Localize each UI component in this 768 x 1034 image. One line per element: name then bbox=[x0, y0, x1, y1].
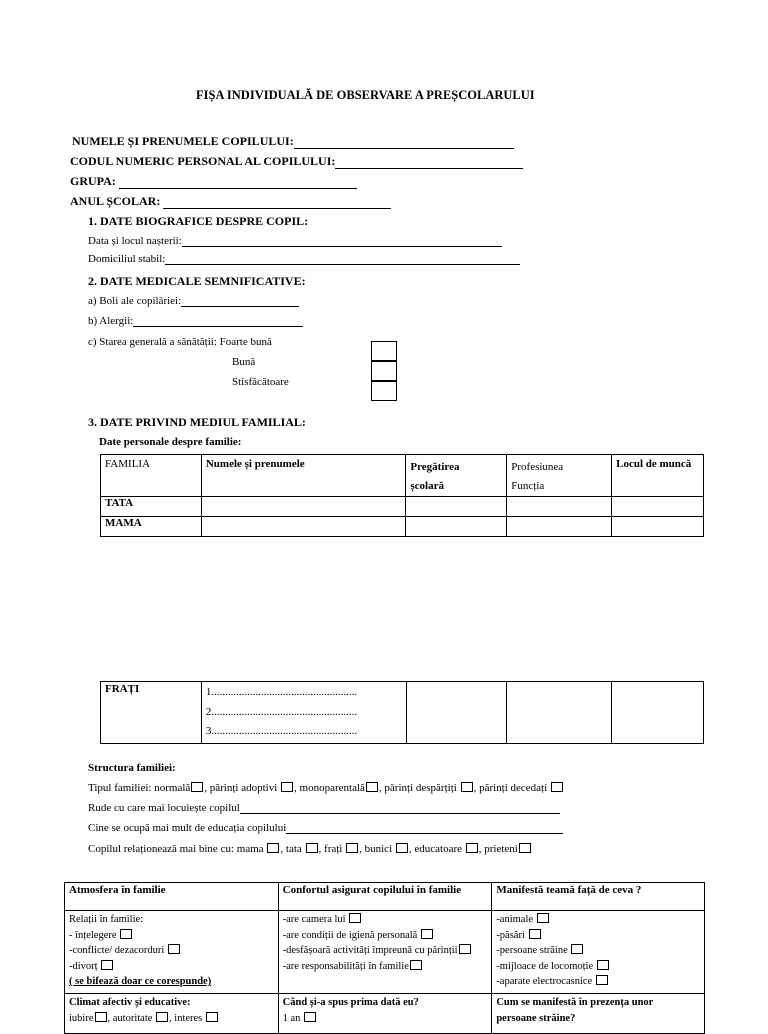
siblings-workplace-cell[interactable] bbox=[612, 682, 704, 744]
relates-educator-label: , educatoare bbox=[408, 843, 465, 855]
family-type-deceased-label: , părinți decedați bbox=[473, 782, 550, 794]
mother-profession-cell[interactable] bbox=[507, 517, 612, 537]
comfort-room-label: -are camera lui bbox=[282, 914, 349, 925]
row-siblings-label: FRAȚI bbox=[101, 682, 202, 744]
educator-label: Cine se ocupă mai mult de educația copilului bbox=[88, 822, 287, 834]
siblings-profession-cell[interactable] bbox=[507, 682, 612, 744]
father-profession-cell[interactable] bbox=[507, 497, 612, 517]
row-father-label: TATA bbox=[101, 497, 202, 517]
siblings-education-cell[interactable] bbox=[406, 682, 507, 744]
relates-mother-label: mama bbox=[236, 843, 267, 855]
fear-appliances-checkbox[interactable] bbox=[596, 975, 608, 985]
family-type-single-parent-label: , monoparentală bbox=[294, 782, 365, 794]
relates-friends-checkbox[interactable] bbox=[519, 843, 531, 853]
relations-understanding-checkbox[interactable] bbox=[120, 929, 132, 939]
first-i-cell bbox=[278, 994, 492, 1034]
strangers-behavior-heading: Cum se manifestă în prezența unor bbox=[496, 997, 654, 1008]
col-header-education-line2: școlară bbox=[410, 480, 444, 492]
climate-header: Atmosfera în familie bbox=[65, 883, 279, 911]
comfort-activities-label: -desfășoară activități împreună cu părinții bbox=[282, 945, 458, 956]
family-table bbox=[100, 454, 704, 537]
siblings-names-cell[interactable] bbox=[201, 682, 406, 744]
strangers-behavior-cell bbox=[492, 994, 705, 1034]
fear-vehicles-label: -mijloace de locomoție bbox=[496, 960, 596, 972]
family-type-normal-checkbox[interactable] bbox=[191, 782, 203, 792]
family-structure-heading: Structura familiei: bbox=[88, 762, 176, 774]
relates-father-label: , tata bbox=[280, 843, 305, 855]
family-type-separated-label: , părinți despărțiți bbox=[378, 782, 460, 794]
affective-climate-cell bbox=[65, 994, 279, 1034]
birth-label: Data și locul nașterii: bbox=[88, 235, 182, 247]
domicile-field[interactable] bbox=[88, 253, 520, 265]
col-header-workplace: Locul de muncă bbox=[612, 455, 704, 497]
birth-field[interactable] bbox=[88, 235, 502, 247]
child-name-field[interactable] bbox=[72, 134, 514, 149]
page-title: FIȘA INDIVIDUALĂ DE OBSERVARE A PREȘCOLARULUI bbox=[196, 88, 535, 102]
comfort-header: Confortul asigurat copilului în familie bbox=[278, 883, 492, 911]
col-header-profession-line2: Funcția bbox=[511, 480, 545, 492]
cnp-field[interactable] bbox=[70, 154, 523, 169]
health-good-label: Bună bbox=[232, 356, 256, 368]
educator-field[interactable] bbox=[88, 822, 563, 834]
relations-cell bbox=[65, 911, 279, 994]
health-state-label: c) Starea generală a sănătății: Foarte bună bbox=[88, 336, 272, 348]
diseases-field[interactable] bbox=[88, 295, 299, 307]
comfort-room-checkbox[interactable] bbox=[349, 913, 361, 923]
allergies-label: b) Alergii: bbox=[88, 315, 134, 327]
health-good-checkbox[interactable] bbox=[371, 361, 397, 381]
comfort-hygiene-checkbox[interactable] bbox=[421, 929, 433, 939]
fear-birds-checkbox[interactable] bbox=[529, 929, 541, 939]
mother-education-cell[interactable] bbox=[406, 517, 507, 537]
relates-grandparents-label: , bunici bbox=[359, 843, 395, 855]
diseases-label: a) Boli ale copilăriei: bbox=[88, 295, 182, 307]
relates-educator-checkbox[interactable] bbox=[466, 843, 478, 853]
fear-birds-label: -păsări bbox=[496, 929, 528, 941]
siblings-table bbox=[100, 681, 704, 744]
family-type-single-parent-checkbox[interactable] bbox=[366, 782, 378, 792]
family-type-separated-checkbox[interactable] bbox=[461, 782, 473, 792]
fear-header: Manifestă teamă față de ceva ? bbox=[492, 883, 705, 911]
affective-authority-checkbox[interactable] bbox=[156, 1012, 168, 1022]
col-header-education-line1: Pregătirea bbox=[410, 461, 460, 473]
group-field[interactable] bbox=[70, 174, 357, 189]
section2-heading: 2. DATE MEDICALE SEMNIFICATIVE: bbox=[88, 274, 306, 288]
domicile-label: Domiciliul stabil: bbox=[88, 253, 166, 265]
first-i-1year-checkbox[interactable] bbox=[304, 1012, 316, 1022]
family-type-adoptive-label: , părinți adoptivi bbox=[204, 782, 281, 794]
family-climate-table bbox=[64, 882, 705, 1034]
family-type-normal-label: normală bbox=[154, 782, 191, 794]
fear-animals-label: -animale bbox=[496, 914, 536, 925]
fear-strangers-checkbox[interactable] bbox=[571, 944, 583, 954]
section1-heading: 1. DATE BIOGRAFICE DESPRE COPIL: bbox=[88, 214, 309, 228]
relates-mother-checkbox[interactable] bbox=[267, 843, 279, 853]
affective-interest-checkbox[interactable] bbox=[206, 1012, 218, 1022]
relations-divorce-checkbox[interactable] bbox=[101, 960, 113, 970]
father-name-cell[interactable] bbox=[201, 497, 406, 517]
family-type-row bbox=[88, 782, 564, 794]
col-header-education bbox=[406, 455, 507, 497]
family-data-subheading: Date personale despre familie: bbox=[99, 436, 242, 448]
relatives-label: Rude cu care mai locuiește copilul bbox=[88, 802, 240, 814]
family-type-label: Tipul familiei: bbox=[88, 782, 152, 794]
fear-animals-checkbox[interactable] bbox=[537, 913, 549, 923]
col-header-family: FAMILIA bbox=[101, 455, 202, 497]
col-header-profession bbox=[507, 455, 612, 497]
relations-note: ( se bifează doar ce corespunde) bbox=[69, 976, 212, 987]
school-year-field[interactable] bbox=[70, 194, 391, 209]
relates-siblings-label: , frați bbox=[318, 843, 346, 855]
relates-friends-label: , prieteni bbox=[478, 843, 518, 855]
fear-strangers-label: -persoane străine bbox=[496, 945, 571, 956]
relates-grandparents-checkbox[interactable] bbox=[396, 843, 408, 853]
comfort-cell bbox=[278, 911, 492, 994]
relations-divorce-label: -divorț bbox=[69, 960, 101, 972]
group-label: GRUPA: bbox=[70, 174, 116, 188]
comfort-responsibilities-label: -are responsabilități în familie bbox=[282, 960, 409, 972]
father-education-cell[interactable] bbox=[406, 497, 507, 517]
relations-conflict-label: -conflicte/ dezacorduri bbox=[69, 945, 167, 956]
family-type-adoptive-checkbox[interactable] bbox=[281, 782, 293, 792]
sibling-line-1: 1..................................................... bbox=[205, 686, 358, 698]
relatives-field[interactable] bbox=[88, 802, 560, 814]
first-i-heading: Când și-a spus prima dată eu? bbox=[282, 997, 419, 1008]
school-year-label: ANUL ȘCOLAR: bbox=[70, 194, 161, 208]
comfort-responsibilities-checkbox[interactable] bbox=[410, 960, 422, 970]
allergies-field[interactable] bbox=[88, 315, 303, 327]
affective-authority-label: , autoritate bbox=[107, 1012, 156, 1024]
affective-love-label: iubire bbox=[69, 1012, 94, 1024]
relates-row bbox=[88, 843, 532, 855]
mother-name-cell[interactable] bbox=[201, 517, 406, 537]
child-name-label: NUMELE ȘI PRENUMELE COPILULUI: bbox=[72, 134, 294, 148]
row-mother-label: MAMA bbox=[101, 517, 202, 537]
affective-climate-heading: Climat afectiv și educative: bbox=[69, 997, 191, 1008]
first-i-1year-label: 1 an bbox=[282, 1012, 304, 1024]
relates-father-checkbox[interactable] bbox=[306, 843, 318, 853]
section3-heading: 3. DATE PRIVIND MEDIUL FAMILIAL: bbox=[88, 415, 306, 429]
cnp-label: CODUL NUMERIC PERSONAL AL COPILULUI: bbox=[70, 154, 336, 168]
relates-label: Copilul relaționează mai bine cu: bbox=[88, 843, 237, 855]
mother-workplace-cell[interactable] bbox=[612, 517, 704, 537]
affective-love-checkbox[interactable] bbox=[95, 1012, 107, 1022]
relations-conflict-checkbox[interactable] bbox=[168, 944, 180, 954]
family-type-deceased-checkbox[interactable] bbox=[551, 782, 563, 792]
strangers-behavior-heading-2: persoane străine? bbox=[496, 1012, 576, 1024]
relates-siblings-checkbox[interactable] bbox=[346, 843, 358, 853]
father-workplace-cell[interactable] bbox=[612, 497, 704, 517]
health-satisfactory-label: Stisfăcătoare bbox=[232, 376, 289, 388]
sibling-line-2: 2..................................................... bbox=[205, 705, 358, 718]
fear-vehicles-checkbox[interactable] bbox=[597, 960, 609, 970]
comfort-hygiene-label: -are condiții de igienă personală bbox=[282, 929, 420, 941]
fear-cell bbox=[492, 911, 705, 994]
sibling-line-3: 3..................................................... bbox=[205, 725, 358, 737]
health-satisfactory-checkbox[interactable] bbox=[371, 381, 397, 401]
relations-label: Relații în familie: bbox=[69, 914, 144, 925]
fear-appliances-label: -aparate electrocasnice bbox=[496, 976, 595, 987]
affective-interest-label: , interes bbox=[169, 1012, 205, 1024]
col-header-profession-line1: Profesiunea bbox=[511, 461, 564, 473]
col-header-name: Numele și prenumele bbox=[201, 455, 406, 497]
relations-understanding-label: - înțelegere bbox=[69, 929, 120, 941]
comfort-activities-checkbox[interactable] bbox=[459, 944, 471, 954]
health-very-good-checkbox[interactable] bbox=[371, 341, 397, 361]
